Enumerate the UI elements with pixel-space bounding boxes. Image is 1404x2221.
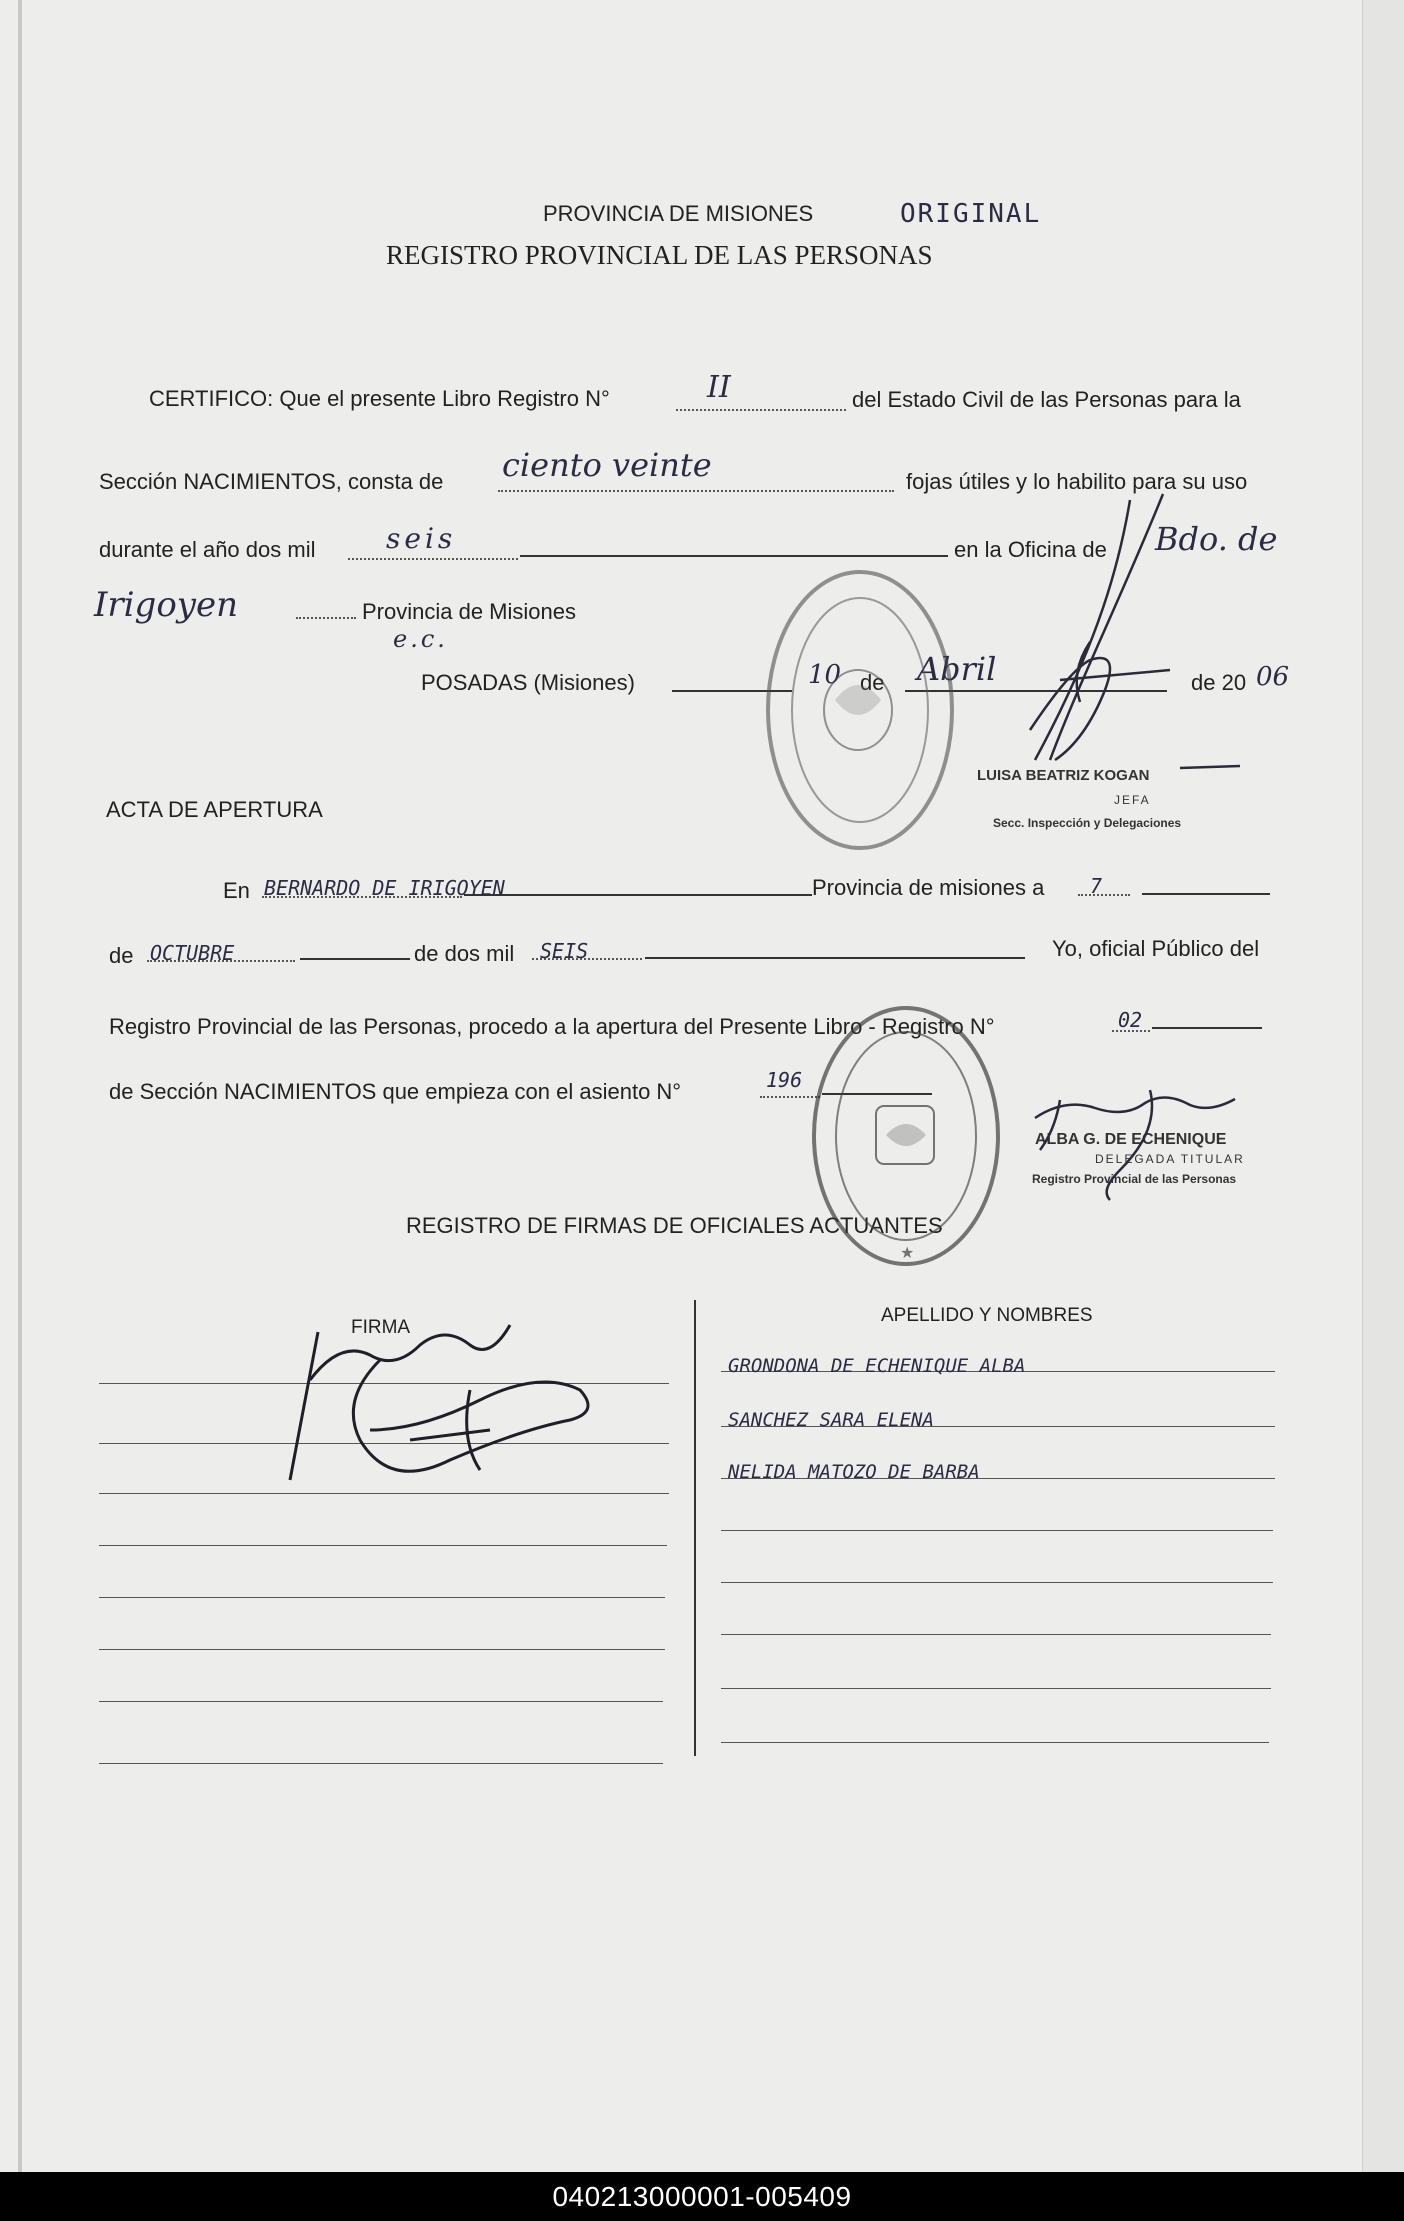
signature-official-1 xyxy=(1030,494,1240,768)
acta-entry-handwritten: 196 xyxy=(766,1068,803,1092)
acta-line2-after: Yo, oficial Público del xyxy=(1052,936,1260,961)
cert-line1-after: del Estado Civil de las Personas para la xyxy=(852,387,1241,412)
cert-line2-text: Sección NACIMIENTOS, consta de xyxy=(99,469,444,494)
office-handwritten-1: Bdo. de xyxy=(1155,520,1278,558)
acta-year-handwritten: SEIS xyxy=(540,939,589,963)
col-signature-header: FIRMA xyxy=(351,1317,411,1338)
registry-seal-stamp-lower xyxy=(814,1008,998,1264)
cert-line1-text: CERTIFICO: Que el presente Libro Registro N° xyxy=(149,386,610,411)
year-suffix-handwritten: 06 xyxy=(1256,662,1290,692)
small-handwritten-note: e.c. xyxy=(393,625,448,653)
official1-title: JEFA xyxy=(1114,793,1151,807)
cert-line4-after: Provincia de Misiones xyxy=(362,599,576,624)
official2-dept: Registro Provincial de las Personas xyxy=(1032,1172,1237,1186)
de-label: de xyxy=(860,670,885,695)
acta-register-handwritten: 02 xyxy=(1118,1008,1143,1032)
acta-day-handwritten: 7 xyxy=(1090,874,1103,898)
svg-text:★: ★ xyxy=(900,1245,915,1262)
cert-line3-text: durante el año dos mil xyxy=(99,537,316,562)
province-heading: PROVINCIA DE MISIONES xyxy=(543,201,814,226)
official1-dept: Secc. Inspección y Delegaciones xyxy=(993,816,1182,830)
acta-line4-text: de Sección NACIMIENTOS que empieza con el asiento N° xyxy=(109,1079,682,1104)
book-number-handwritten: II xyxy=(707,370,731,405)
officer-name-3: NELIDA MATOZO DE BARBA xyxy=(728,1461,980,1483)
officer-name-2: SANCHEZ SARA ELENA xyxy=(728,1409,934,1431)
cert-line3-after: en la Oficina de xyxy=(954,537,1107,562)
acta-place-handwritten: BERNARDO DE IRIGOYEN xyxy=(264,876,505,900)
official2-title: DELEGADA TITULAR xyxy=(1095,1152,1245,1166)
registry-heading: REGISTRO PROVINCIAL DE LAS PERSONAS xyxy=(386,240,933,270)
office-handwritten-2: Irigoyen xyxy=(94,585,239,625)
acta-line2-text: de xyxy=(109,943,134,968)
acta-line3-text: Registro Provincial de las Personas, procedo a la apertura del Presente Libro - Registro N° xyxy=(109,1014,995,1039)
acta-line1-text: En xyxy=(223,878,250,903)
year-label: de 20 xyxy=(1191,670,1247,695)
day-handwritten: 10 xyxy=(808,660,842,690)
acta-month-handwritten: OCTUBRE xyxy=(150,941,235,965)
month-handwritten: Abril xyxy=(917,650,997,688)
year-handwritten: seis xyxy=(386,522,457,555)
col-names-header: APELLIDO Y NOMBRES xyxy=(881,1305,1093,1326)
original-handwritten-mark: ORIGINAL xyxy=(900,199,1042,229)
signature-official-2 xyxy=(1035,1090,1235,1200)
acta-title: ACTA DE APERTURA xyxy=(106,797,323,822)
signature-firma-column xyxy=(290,1325,588,1480)
acta-line2-mid: de dos mil xyxy=(414,941,515,966)
registry-seal-stamp-upper xyxy=(768,572,952,848)
cert-line2-after: fojas útiles y lo habilito para su uso xyxy=(906,469,1248,494)
pages-handwritten: ciento veinte xyxy=(502,446,712,484)
official1-name: LUISA BEATRIZ KOGAN xyxy=(977,767,1150,784)
place-label: POSADAS (Misiones) xyxy=(421,670,635,695)
acta-line1-mid: Provincia de misiones a xyxy=(812,875,1045,900)
document-id-footer: 040213000001-005409 xyxy=(0,2172,1404,2221)
official2-name: ALBA G. DE ECHENIQUE xyxy=(1035,1131,1227,1148)
officer-name-1: GRONDONA DE ECHENIQUE ALBA xyxy=(728,1355,1026,1377)
signatures-title: REGISTRO DE FIRMAS DE OFICIALES ACTUANTES xyxy=(406,1213,943,1238)
